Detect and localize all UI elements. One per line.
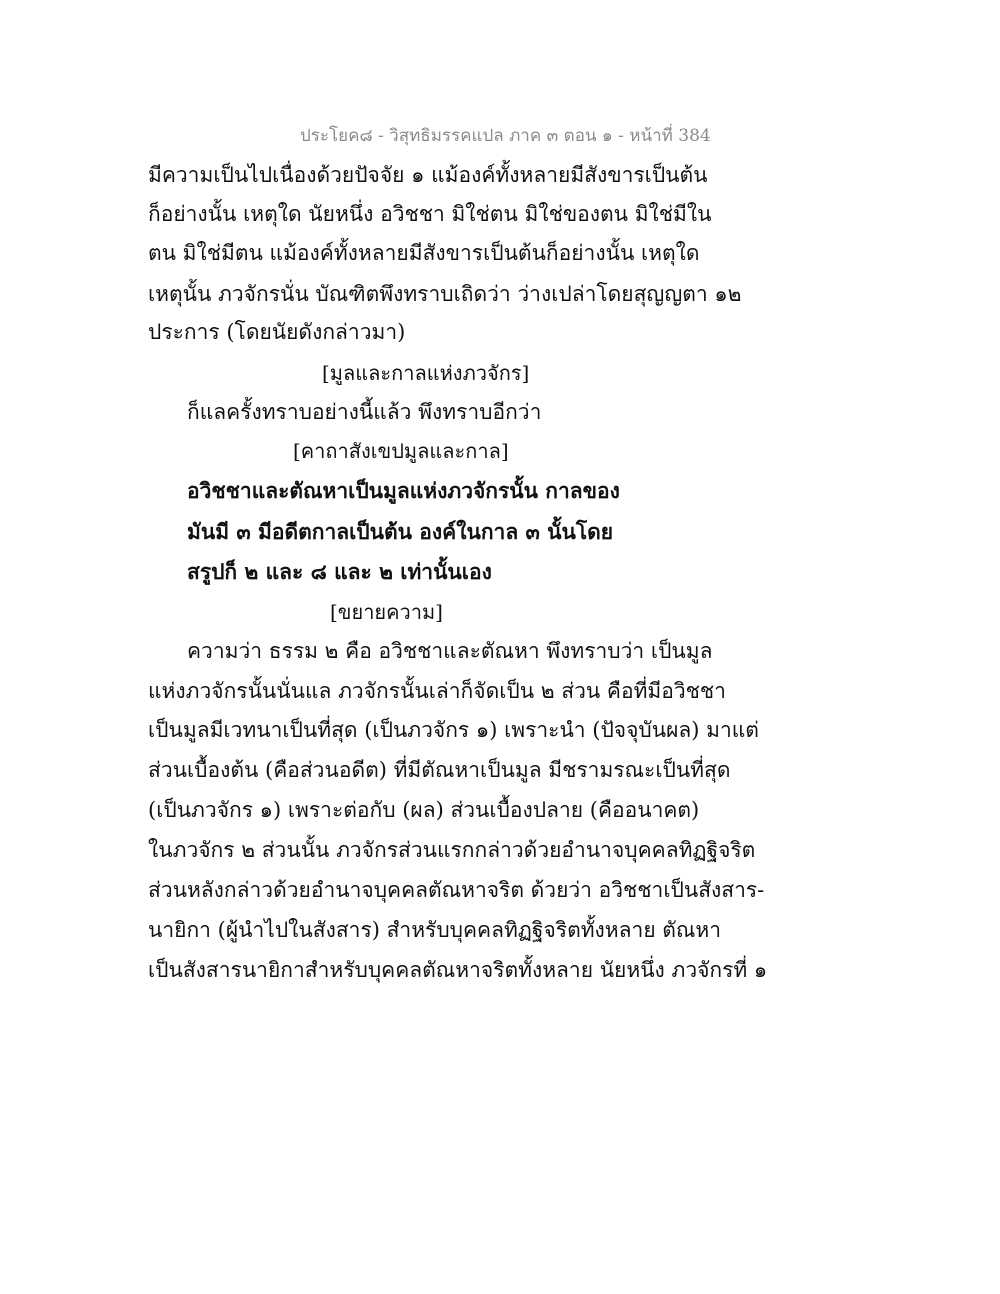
intro-line: ก็แลครั้งทราบอย่างนี้แล้ว พึงทราบอีกว่า (187, 400, 542, 424)
paragraph-line: แห่งภวจักรนั้นนั่นแล ภวจักรนั้นเล่าก็จัดเป็น ๒ ส่วน คือที่มีอวิชชา (148, 679, 726, 703)
paragraph-line: นายิกา (ผู้นำไปในสังสาร) สำหรับบุคคลทิฏฐิจริตทั้งหลาย ตัณหา (148, 918, 722, 942)
verse-line: สรูปก็ ๒ และ ๘ และ ๒ เท่านั้นเอง (187, 559, 492, 584)
paragraph-line: ในภวจักร ๒ ส่วนนั้น ภวจักรส่วนแรกกล่าวด้วยอำนาจบุคคลทิฏฐิจริต (148, 838, 756, 862)
paragraph-line: มีความเป็นไปเนื่องด้วยปัจจัย ๑ แม้องค์ทั้งหลายมีสังขารเป็นต้น (148, 163, 708, 187)
paragraph-line: เหตุนั้น ภวจักรนั่น บัณฑิตพึงทราบเถิดว่า ว่างเปล่าโดยสุญญตา ๑๒ (148, 282, 742, 306)
paragraph-line: ส่วนหลังกล่าวด้วยอำนาจบุคคลตัณหาจริต ด้วยว่า อวิชชาเป็นสังสาร- (148, 878, 765, 902)
paragraph-line: ส่วนเบื้องต้น (คือส่วนอดีต) ที่มีตัณหาเป็นมูล มีชรามรณะเป็นที่สุด (148, 758, 731, 782)
paragraph-line: (เป็นภวจักร ๑) เพราะต่อกับ (ผล) ส่วนเบื้องปลาย (คืออนาคต) (148, 798, 700, 822)
verse-line: มันมี ๓ มีอดีตกาลเป็นต้น องค์ในกาล ๓ นั้นโดย (187, 519, 614, 544)
paragraph-line: ก็อย่างนั้น เหตุใด นัยหนึ่ง อวิชชา มิใช่ตน มิใช่ของตน มิใช่มีใน (148, 202, 712, 226)
section-heading: [มูลและกาลแห่งภวจักร] (322, 361, 530, 385)
section-heading: [ขยายความ] (330, 600, 443, 624)
section-heading: [คาถาสังเขปมูลและกาล] (293, 439, 509, 463)
paragraph-line: เป็นสังสารนายิกาสำหรับบุคคลตัณหาจริตทั้งหลาย นัยหนึ่ง ภวจักรที่ ๑ (148, 958, 768, 982)
paragraph-line: ตน มิใช่มีตน แม้องค์ทั้งหลายมีสังขารเป็นต้นก็อย่างนั้น เหตุใด (148, 241, 700, 265)
paragraph-line: ประการ (โดยนัยดังกล่าวมา) (148, 320, 406, 344)
paragraph-line: ความว่า ธรรม ๒ คือ อวิชชาและตัณหา พึงทราบว่า เป็นมูล (187, 639, 713, 663)
running-header: ประโยค๘ - วิสุทธิมรรคแปล ภาค ๓ ตอน ๑ - หน้าที่ 384 (300, 126, 711, 146)
paragraph-line: เป็นมูลมีเวทนาเป็นที่สุด (เป็นภวจักร ๑) เพราะนำ (ปัจจุบันผล) มาแต่ (148, 718, 759, 742)
verse-line: อวิชชาและตัณหาเป็นมูลแห่งภวจักรนั้น กาลของ (187, 478, 620, 503)
